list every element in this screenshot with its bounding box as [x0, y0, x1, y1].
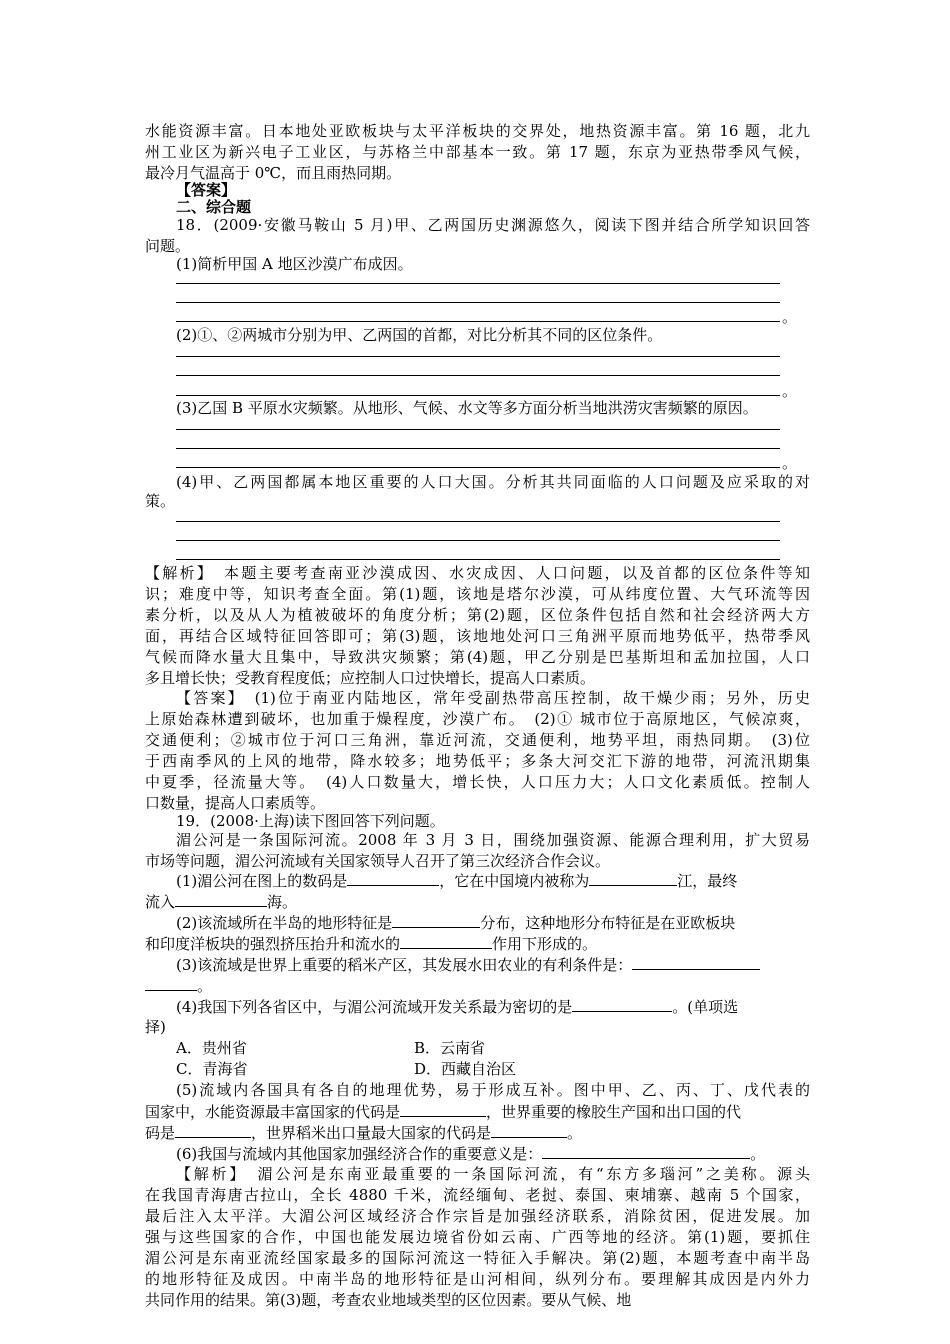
question-part: 和印度洋板块的强烈挤压抬升和流水的 作用下形成的。 [145, 935, 598, 953]
fill-blank[interactable] [347, 870, 439, 886]
question-part: 流入 海。 [145, 893, 298, 911]
answer-label: 【答案】 [176, 181, 237, 199]
line-end-period: 。 [782, 382, 798, 400]
fill-blank[interactable] [175, 1122, 251, 1138]
answer-line [176, 521, 780, 522]
analysis-line: 气候而降水量大且集中，导致洪灾频繁；第(4)题，甲乙分别是巴基斯坦和孟加拉国，人口 [145, 648, 810, 666]
question-part: (3)该流域是世界上重要的稻米产区，其发展水田农业的有利条件是： [176, 954, 810, 974]
answer-line-text: 中夏季，径流量大等。 (4)人口数量大，增长快，人口压力大；人口文化素质低。控制人 [145, 773, 810, 791]
fill-blank[interactable] [400, 933, 492, 949]
analysis-line: 多且增长快；受教育程度低；应控制人口过快增长，提高人口素质。 [145, 669, 596, 687]
option-b: B．云南省 [414, 1039, 486, 1057]
question-part: (1)湄公河在图上的数码是 ，它在中国境内被称为 江，最终 [176, 872, 738, 890]
question-stem: 19．(2008·上海)读下图回答下列问题。 [176, 812, 445, 830]
question-part: 码是 ，世界稻米出口量最大国家的代码是 。 [145, 1124, 583, 1142]
analysis-line: 强与这些国家的合作，中国也能发展边境省份如云南、广西等地的经济。第(1)题，要抓住 [145, 1228, 810, 1246]
question-part: (1)简析甲国 A 地区沙漠广布成因。 [176, 255, 413, 273]
question-part: (5)流域内各国具有各自的地理优势，易于形成互补。图中甲、乙、丙、丁、戊代表的 [176, 1081, 810, 1099]
fill-blank[interactable] [632, 954, 760, 970]
analysis-line: 面，再结合区域特征回答即可；第(3)题，该地地处河口三角洲平原而地势低平，热带季风 [145, 627, 810, 645]
analysis-line: 【解析】 本题主要考查南亚沙漠成因、水灾成因、人口问题，以及首都的区位条件等知 [145, 564, 810, 582]
option-c: C．青海省 [176, 1060, 248, 1078]
answer-line [176, 375, 780, 376]
answer-line [176, 448, 780, 449]
question-intro: 湄公河是一条国际河流。2008 年 3 月 3 日，围绕加强资源、能源合理利用，扩大贸易 [176, 831, 810, 849]
answer-line-text: 上原始森林遭到破坏，也加重于燥程度，沙漠广布。 (2)① 城市位于高原地区，气候凉爽， [145, 710, 810, 728]
analysis-line: 识；难度中等，知识考查全面。第(1)题，该地是塔尔沙漠，可从纬度位置、大气环流等因 [145, 585, 810, 603]
question-part: (2)①、②两城市分别为甲、乙两国的首都，对比分析其不同的区位条件。 [176, 326, 663, 344]
analysis-line: 的地形特征及成因。中南半岛的地形特征是山河相间，纵列分布。要理解其成因是内外力 [145, 1270, 810, 1288]
answer-line-text: 口数量，提高人口素质等。 [145, 794, 326, 812]
question-part: 。 [145, 975, 810, 995]
section-heading: 二、综合题 [176, 198, 252, 216]
analysis-line: 素分析，以及从人为植被破坏的角度分析；第(2)题，区位条件包括自然和社会经济两大方 [145, 606, 810, 624]
question-part: (2)该流域所在半岛的地形特征是 分布，这种地形分布特征是在亚欧板块 [176, 914, 736, 932]
question-part: (3)乙国 B 平原水灾频繁。从地形、气候、水文等多方面分析当地洪涝灾害频繁的原因。 [176, 399, 758, 417]
analysis-line: 湄公河是东南亚流经国家最多的国际河流这一特征入手解决。第(2)题，本题考查中南半岛 [145, 1249, 810, 1267]
answer-line [176, 302, 780, 303]
fill-blank[interactable] [175, 891, 267, 907]
answer-line [176, 559, 780, 560]
question-part: (6)我国与流域内其他国家加强经济合作的重要意义是： 。 [176, 1145, 766, 1163]
answer-line [176, 540, 780, 541]
fill-blank[interactable] [572, 996, 672, 1012]
answer-line [176, 467, 780, 468]
question-part: (4)我国下列各省区中，与湄公河流域开发关系最为密切的是 。(单项选 [176, 998, 739, 1016]
answer-line [176, 283, 780, 284]
question-stem: 问题。 [145, 237, 191, 255]
text-line: 州工业区为新兴电子工业区，与苏格兰中部基本一致。第 17 题，东京为亚热带季风气候， [145, 143, 810, 161]
analysis-line: 最后注入太平洋。大湄公河区域经济合作宗旨是加强经济联系，消除贫困，促进发展。加 [145, 1207, 810, 1225]
fill-blank[interactable] [491, 1122, 567, 1138]
fill-blank[interactable] [392, 912, 480, 928]
fill-blank[interactable] [145, 975, 197, 991]
text-line: 水能资源丰富。日本地处亚欧板块与太平洋板块的交界处，地热资源丰富。第 16 题，北九 [145, 122, 810, 140]
line-end-period: 。 [782, 454, 798, 472]
answer-line-text: 【答案】 (1)位于南亚内陆地区，常年受副热带高压控制，故干燥少雨；另外，历史 [176, 689, 810, 707]
fill-blank[interactable] [589, 870, 677, 886]
option-a: A．贵州省 [176, 1039, 247, 1057]
fill-blank[interactable] [400, 1101, 486, 1117]
text-line: 最冷月气温高于 0℃，而且雨热同期。 [145, 164, 402, 182]
fill-blank[interactable] [542, 1143, 750, 1159]
question-stem: 18．(2009·安徽马鞍山 5 月)甲、乙两国历史渊源悠久，阅读下图并结合所学知识回答 [176, 216, 810, 234]
answer-line-text: 交通便利；②城市位于河口三角洲，靠近河流，交通便利，地势平坦，雨热同期。 (3)位 [145, 731, 810, 749]
analysis-line: 共同作用的结果。第(3)题，考查农业地域类型的区位因素。要从气候、地 [145, 1291, 632, 1309]
line-end-period: 。 [782, 308, 798, 326]
answer-line [176, 321, 780, 322]
answer-line [176, 429, 780, 430]
answer-line [176, 356, 780, 357]
question-intro: 市场等问题，湄公河流域有关国家领导人召开了第三次经济合作会议。 [145, 852, 611, 870]
question-part: (4)甲、乙两国都属本地区重要的人口大国。分析其共同面临的人口问题及应采取的对 [176, 473, 810, 491]
answer-line [176, 395, 780, 396]
question-part: 择) [145, 1018, 166, 1036]
analysis-line: 在我国青海唐古拉山，全长 4880 千米，流经缅甸、老挝、泰国、柬埔寨、越南 5 个国家， [145, 1186, 810, 1204]
question-part: 国家中，水能资源最丰富国家的代码是 ，世界重要的橡胶生产国和出口国的代 [145, 1103, 742, 1121]
question-part: 策。 [145, 492, 176, 510]
answer-line-text: 于西南季风的上风的地带，降水较多；地势低平；多条大河交汇下游的地带，河流汛期集 [145, 752, 810, 770]
analysis-line: 【解析】 湄公河是东南亚最重要的一条国际河流，有“东方多瑙河”之美称。源头 [176, 1165, 810, 1183]
option-d: D．西藏自治区 [414, 1060, 517, 1078]
